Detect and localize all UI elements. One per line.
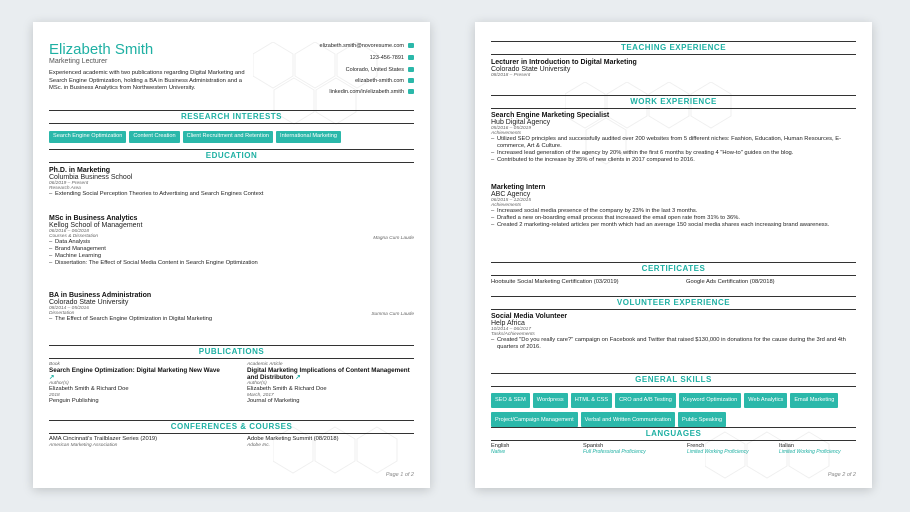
page-number: Page 1 of 2 <box>385 472 414 478</box>
language-item: English Native <box>491 443 510 455</box>
publications-header: PUBLICATIONS <box>49 345 414 359</box>
education-entry: Ph.D. in Marketing Columbia Business School 06/2019 – Present Research Area – Extending Social Perception Theories to Advertising and Search Engines Context <box>49 167 414 198</box>
certificate-item: Google Ads Certification (08/2018) <box>686 279 775 285</box>
external-link-icon[interactable]: ↗ <box>295 374 301 381</box>
education-header: EDUCATION <box>49 149 414 163</box>
skill-tag: HTML & CSS <box>571 393 612 408</box>
skill-tag: Email Marketing <box>790 393 838 408</box>
hexagon-pattern <box>705 422 865 488</box>
contact-website[interactable]: elizabeth-smith.com <box>355 78 414 84</box>
honors-label: Summa Cum Laude <box>371 312 414 317</box>
publication-title[interactable]: Digital Marketing Implications of Content Management and Distributon ↗ <box>247 367 410 381</box>
skill-tag: Project/Campaign Management <box>491 412 578 427</box>
certificate-item: Hootsuite Social Marketing Certification (03/2019) <box>491 279 619 285</box>
mail-icon <box>408 43 414 48</box>
page-number: Page 2 of 2 <box>827 472 856 478</box>
external-link-icon[interactable]: ↗ <box>49 374 55 381</box>
education-entry: MSc in Business Analytics Kellog School of Management 06/2016 – 06/2018 Courses & Dissertation – Data Analysis – Brand Management – Machine Learning – Dissertation: The Effect of Social Media Content in Search Engine Optimization <box>49 215 414 267</box>
skill-tag: Web Analytics <box>744 393 787 408</box>
language-item: French Limited Working Proficiency <box>687 443 749 455</box>
research-tags <box>49 128 414 146</box>
teaching-header: TEACHING EXPERIENCE <box>491 41 856 55</box>
publication-item: Book Search Engine Optimization: Digital Marketing New Wave ↗ Author(s) Elizabeth Smith & Richard Doe 2018 Penguin Publishing <box>49 362 224 405</box>
resume-page-2 <box>475 22 872 488</box>
languages-header: LANGUAGES <box>491 427 856 441</box>
summary-text: Experienced academic with two publications regarding Digital Marketing and Search Engine Optimization, holding a BA in Business Administration and a MSc. in Business Analytics from Northwestern University. <box>49 70 245 91</box>
resume-page-1 <box>33 22 430 488</box>
work-header: WORK EXPERIENCE <box>491 95 856 109</box>
contact-linkedin[interactable]: linkedin.com/in/elizabeth.smith <box>329 89 414 95</box>
certificates-header: CERTIFICATES <box>491 262 856 276</box>
candidate-name: Elizabeth Smith <box>49 41 154 58</box>
conference-item: AMA Cincinnati's Trailblazer Series (2019) American Marketing Association <box>49 436 158 448</box>
conferences-header: CONFERENCES & COURSES <box>49 420 414 434</box>
linkedin-icon <box>408 89 414 94</box>
honors-label: Magna Cum Laude <box>373 236 414 241</box>
volunteer-entry: Social Media Volunteer Help Africa 10/2014 – 06/2017 Tasks/Achievements – Created "Do you really care?" campaign on Facebook and Twitter that raised $130,000 in donations for the cause during the 3rd and 4th quarters of 2016. <box>491 313 856 351</box>
language-item: Italian Limited Working Proficiency <box>779 443 841 455</box>
volunteer-header: VOLUNTEER EXPERIENCE <box>491 296 856 310</box>
skill-tag: Keyword Optimization <box>679 393 741 408</box>
conference-item: Adobe Marketing Summit (08/2018) Adobe Inc. <box>247 436 339 448</box>
research-tag: Search Engine Optimization <box>49 131 126 143</box>
work-entry: Marketing Intern ABC Agency 06/2015 – 12/2015 Achievements – Increased social media presence of the company by 23% in the last 3 months. – Drafted a new on-boarding email process that increased the email open rate from 31% to 36%. – Created 2 marketing-related articles per month which had an average 150 social media shares each increasing brand awareness. <box>491 184 856 229</box>
skill-tag: SEO & SEM <box>491 393 530 408</box>
skill-tag: Verbal and Written Communication <box>581 412 675 427</box>
location-icon <box>408 67 414 72</box>
language-item: Spanish Full Professional Proficiency <box>583 443 646 455</box>
teaching-entry: Lecturer in Introduction to Digital Marketing Colorado State University 08/2018 – Present <box>491 59 637 78</box>
publication-item: Academic Article Digital Marketing Implications of Content Management and Distributon ↗ Author(s) Elizabeth Smith & Richard Doe March, 2017 Journal of Marketing <box>247 362 412 405</box>
research-tag: International Marketing <box>276 131 341 143</box>
publication-title[interactable]: Search Engine Optimization: Digital Marketing New Wave ↗ <box>49 367 220 381</box>
education-entry: BA in Business Administration Colorado State University 08/2014 – 05/2016 Dissertation – The Effect of Search Engine Optimization in Digital Marketing <box>49 292 414 323</box>
research-tag: Client Recruitment and Retention <box>183 131 273 143</box>
research-interests-header: RESEARCH INTERESTS <box>49 110 414 124</box>
phone-icon <box>408 55 414 60</box>
web-icon <box>408 78 414 83</box>
skill-tag: Wordpress <box>533 393 568 408</box>
research-tag: Content Creation <box>129 131 179 143</box>
work-entry: Search Engine Marketing Specialist Hub Digital Agency 05/2016 – 05/2019 Achievements – Utilized SEO principles and successfully audited over 200 websites from 5 different niches: Fashion, Education, Human Resources, E-commerce, Art & Culture. – Increased lead generation of the agency by 20% within the first 6 months by creating 4 "How-to" guides on the blog. – Contributed to the increase by 35% of new clients in 2017 compared to 2016. <box>491 112 856 164</box>
skills-header: GENERAL SKILLS <box>491 373 856 387</box>
candidate-role: Marketing Lecturer <box>49 58 108 65</box>
contact-email[interactable]: elizabeth.smith@novoresume.com <box>320 43 414 49</box>
skill-tag: CRO and A/B Testing <box>615 393 676 408</box>
contact-phone[interactable]: 123-456-7891 <box>370 55 414 61</box>
skill-tag: Public Speaking <box>678 412 726 427</box>
contact-location: Colorado, United States <box>346 67 414 73</box>
